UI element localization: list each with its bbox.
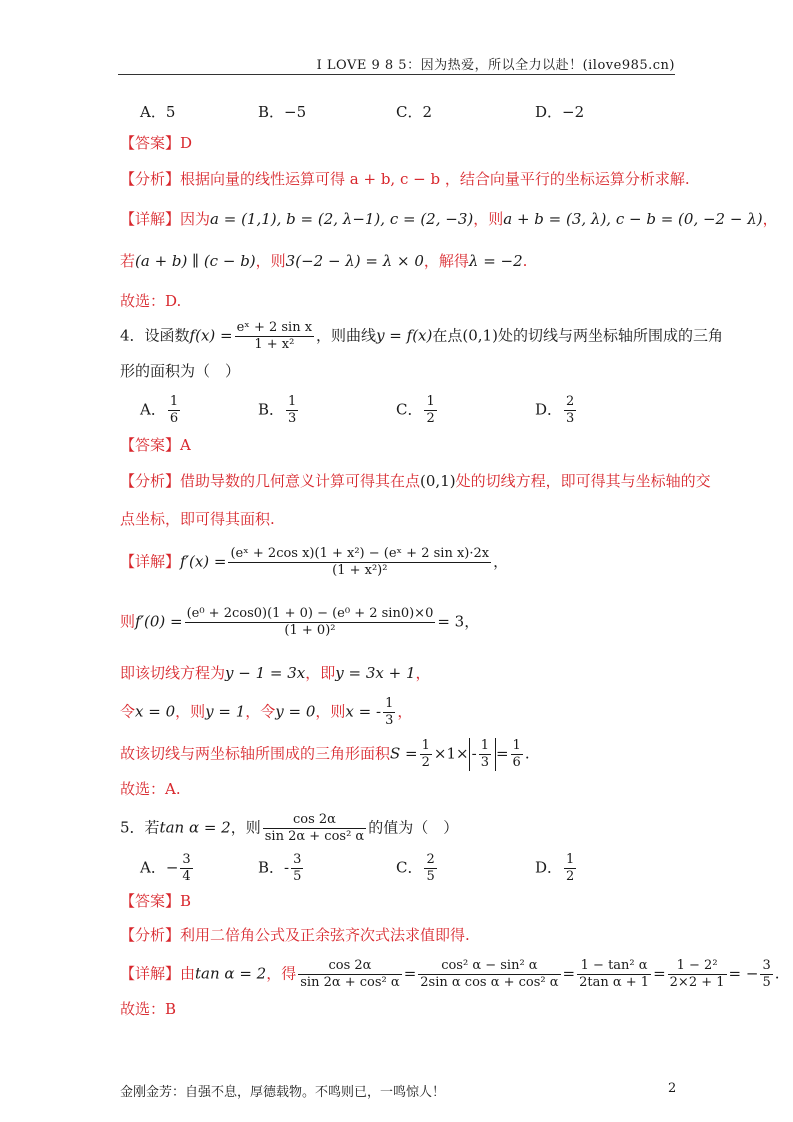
q3-option-c: C．2	[396, 103, 433, 121]
q4-detail-line1: 【详解】f′(x) = $\frac{\text{(eˣ + 2cos x)(1 + x²) − (eˣ + 2 sin x)·2x}}{\text{(1 + x²)²}}$ ，	[120, 546, 509, 578]
q5-analysis: 【分析】利用二倍角公式及正余弦齐次式法求值即得.	[120, 926, 470, 944]
q4-stem-line2: 形的面积为（ ）	[120, 362, 241, 380]
q4-analysis-line1: 【分析】借助导数的几何意义计算可得其在点(0,1)处的切线方程，即可得其与坐标轴的交	[120, 472, 711, 490]
q4-option-d: D． $\frac{2}{3}$	[535, 394, 575, 426]
page-header: I LOVE 9 8 5：因为热爱，所以全力以赴！(ilove985.cn)	[316, 58, 675, 73]
q3-option-a: A．5	[140, 103, 176, 121]
q4-option-a: A． $\frac{1}{6}$	[140, 394, 179, 426]
q4-option-c: C． $\frac{1}{2}$	[396, 394, 435, 426]
q5-conclusion: 故选：B	[120, 1000, 177, 1018]
q4-detail-line3: 即该切线方程为y − 1 = 3x，即y = 3x + 1，	[120, 664, 431, 682]
q4-conclusion: 故选：A.	[120, 780, 181, 798]
q4-stem-line1: 4．设函数f(x) = $\frac{\text{eˣ + 2 sin x}}{\text{1 + x²}}$ ，则曲线y = f(x)在点(0,1)处的切线与两坐标轴所围成的三角	[120, 320, 723, 352]
q3-conclusion: 故选：D.	[120, 292, 182, 310]
q5-stem: 5．若tan α = 2，则 $\frac{\cos 2\alpha}{\text{sin 2α + cos² α}}$ 的值为（ ）	[120, 812, 459, 844]
q4-option-b: B． $\frac{1}{3}$	[258, 394, 297, 426]
q3-option-d: D．−2	[535, 103, 585, 121]
q3-analysis: 【分析】根据向量的线性运算可得 a + b, c − b ，结合向量平行的坐标运算分析求解.	[120, 170, 690, 188]
q4-detail-line2: 则f′(0) = $\frac{\text{(e⁰ + 2cos0)(1 + 0) − (e⁰ + 2 sin0)×0}}{\text{(1 + 0)²}}$ = 3，	[120, 606, 480, 638]
q3-answer: 【答案】D	[120, 134, 193, 152]
q5-option-d: D． $\frac{1}{2}$	[535, 852, 575, 884]
q5-option-a: A．− $\frac{3}{4}$	[140, 852, 191, 884]
q3-detail-line2: 若(a + b) ∥ (c − b)，则3(−2 − λ) = λ × 0，解得λ = −2.	[120, 252, 528, 270]
q4-answer: 【答案】A	[120, 436, 191, 454]
q5-option-b: B．- $\frac{3}{5}$	[258, 852, 302, 884]
q3-detail-line1: 【详解】因为a = (1,1), b = (2, λ−1), c = (2, −3)，则a + b = (3, λ), c − b = (0, −2 − λ)，	[120, 210, 778, 228]
header-rule	[118, 74, 675, 75]
q5-detail: 【详解】由tan α = 2，得 $\frac{\cos 2\alpha}{\text{sin 2α + cos² α}}$ = $\frac{\text{cos² α − sin² α}}{\text{2sin α cos α + cos² α}}$ = $\frac{\text{1 − tan² α}}{\text{2tan α + 1}}$ = $\frac{\text{1 − 2²}}{2\times 2 + 1}$ = − $\frac{3}{5}$ .	[120, 958, 780, 990]
q5-answer: 【答案】B	[120, 892, 192, 910]
q4-detail-line4: 令x = 0，则y = 1，令y = 0，则x = - $\frac{1}{3}$ ，	[120, 696, 413, 728]
q4-analysis-line2: 点坐标，即可得其面积.	[120, 510, 275, 528]
page-footer-motto: 金刚金芳：自强不息，厚德载物。不鸣则已，一鸣惊人！	[120, 1085, 446, 1100]
page-number: 2	[668, 1081, 677, 1096]
q4-detail-line5: 故该切线与两坐标轴所围成的三角形面积S = $\frac{1}{2}$ ×1× - $\frac{1}{3}$ = $\frac{1}{6}$ .	[120, 738, 530, 770]
q3-option-b: B．−5	[258, 103, 307, 121]
q5-option-c: C． $\frac{2}{5}$	[396, 852, 435, 884]
